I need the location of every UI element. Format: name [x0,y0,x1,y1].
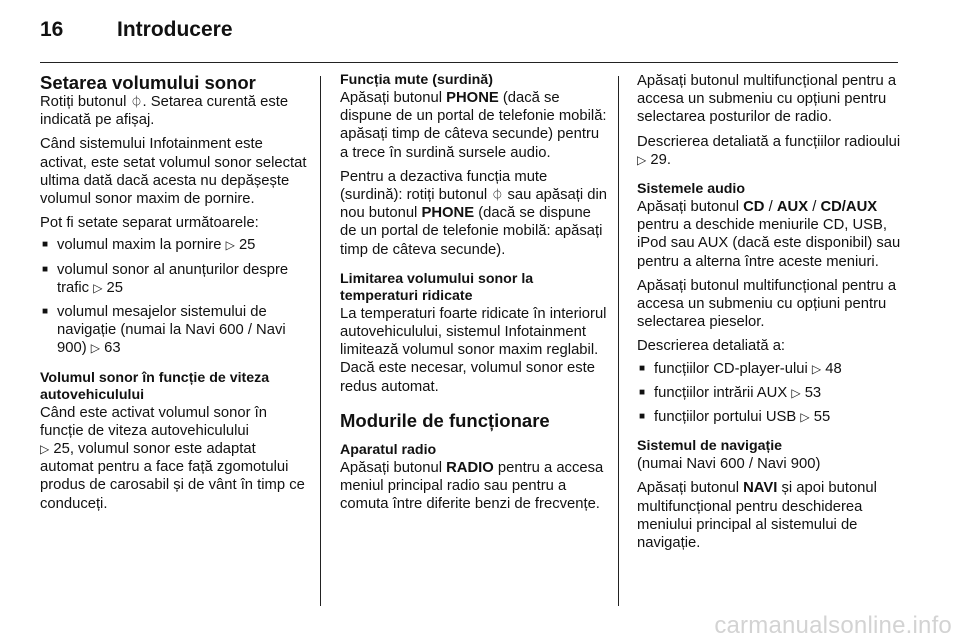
section-heading: Modurile de funcționare [340,409,550,431]
paragraph: Pot fi setate separat următoarele: [40,215,259,232]
paragraph: Apăsați butonul NAVI și apoi butonul multifuncțional pentru deschiderea meniului principal al sistemului de navigație. [637,480,877,552]
radio-button-label: RADIO [446,459,494,476]
header-rule [40,62,898,63]
paragraph: (numai Navi 600 / Navi 900) [637,456,821,473]
page-ref-icon: ▷ [811,361,822,376]
list-item: ■ volumul maxim la pornire ▷ 25 [40,236,312,254]
paragraph: Când sistemului Infotainment este activat, este setat volumul sonor selectat ultima dată dacă acesta nu depășește volumul sonor maxim de pornire. [40,136,307,208]
navi-button-label: NAVI [743,480,778,497]
subsection-heading: Sistemele audio [637,181,746,198]
page-ref-icon: ▷ [637,152,647,167]
paragraph: Descrierea detaliată a funcțiilor radioului ▷ 29. [637,133,901,168]
aux-button-label: AUX [776,199,809,216]
list-item: ■ volumul sonor al anunțurilor despre trafic ▷ 25 [40,261,312,297]
list-item: ■ funcțiilor CD-player-ului ▷ 48 [637,360,907,378]
phone-button-label: PHONE [446,90,499,106]
paragraph: Descrierea detaliată a: [637,338,786,355]
column-right [637,72,907,558]
paragraph: Apăsați butonul multifuncțional pentru a accesa un submeniu cu opțiuni pentru selectarea pieselor. [637,277,897,331]
chapter-title: Introducere [117,18,233,41]
page-ref-icon: ▷ [90,341,100,356]
paragraph: Când este activat volumul sonor în funcție de viteza autovehiculului ▷ 25, volumul sonor este adaptat automat pentru a face față zgomotului produs de carosabil și de vânt în timp ce conduceți. [40,404,305,512]
bullet-list [40,236,312,357]
column-divider [618,76,619,606]
list-item: ■ funcțiilor intrării AUX ▷ 53 [637,384,907,402]
list-item: ■ funcțiilor portului USB ▷ 55 [637,408,907,426]
paragraph: Apăsați butonul PHONE (dacă se dispune de un portal de telefonie mobilă: apăsați timp de câteva secunde) pentru a trece în surdină sursele audio. [340,90,607,161]
page-ref-icon: ▷ [800,410,810,425]
subsection-heading: Funcția mute (surdină) [340,72,493,88]
knob-icon: ⏀ [130,95,143,109]
page-ref-icon: ▷ [791,385,801,400]
subsection-heading: Volumul sonor în funcție de viteza autovehiculului [40,369,270,403]
watermark: carmanualsonline.info [714,612,952,639]
paragraph: Apăsați butonul CD / AUX / CD/AUX pentru a deschide meniurile CD, USB, iPod sau AUX (dacă este disponibil) sau pentru a alterna între aceste meniuri. [637,199,901,270]
page-ref-icon: ▷ [40,442,50,457]
phone-button-label: PHONE [421,205,475,222]
subsection-heading: Limitarea volumului sonor la temperaturi ridicate [340,270,534,304]
section-heading: Setarea volumului sonor [40,72,256,93]
column-divider [320,76,321,606]
paragraph: Pentru a dezactiva funcția mute (surdină): rotiți butonul ⏀ sau apăsați din nou butonul PHONE (dacă se dispune de un portal de telefonie mobilă: apăsați timp de câteva secunde). [340,168,608,258]
knob-icon: ⏀ [491,188,504,203]
bullet-list [637,360,907,427]
paragraph: Apăsați butonul RADIO pentru a accesa meniul principal radio sau pentru a comuta între diferite benzi de frecvențe. [340,459,604,513]
page-ref-icon: ▷ [225,238,235,253]
cd-button-label: CD [743,199,765,216]
list-item: ■ volumul mesajelor sistemului de navigație (numai la Navi 600 / Navi 900) ▷ 63 [40,303,312,358]
column-left [40,72,312,519]
subsection-heading: Aparatul radio [340,441,437,458]
subsection-heading: Sistemul de navigație [637,438,783,455]
page-ref-icon: ▷ [93,280,103,295]
paragraph: La temperaturi foarte ridicate în interiorul autovehiculului, sistemul Infotainment limitează volumul sonor maxim reglabil. Dacă este necesar, volumul sonor este redus automat. [340,305,607,395]
paragraph: Apăsați butonul multifuncțional pentru a accesa un submeniu cu opțiuni pentru selectarea posturilor de radio. [637,73,897,126]
paragraph: Rotiți butonul ⏀. Setarea curentă este indicată pe afișaj. [40,94,289,129]
column-middle [340,72,608,519]
cdaux-button-label: CD/AUX [820,199,878,216]
page-number: 16 [40,18,64,41]
